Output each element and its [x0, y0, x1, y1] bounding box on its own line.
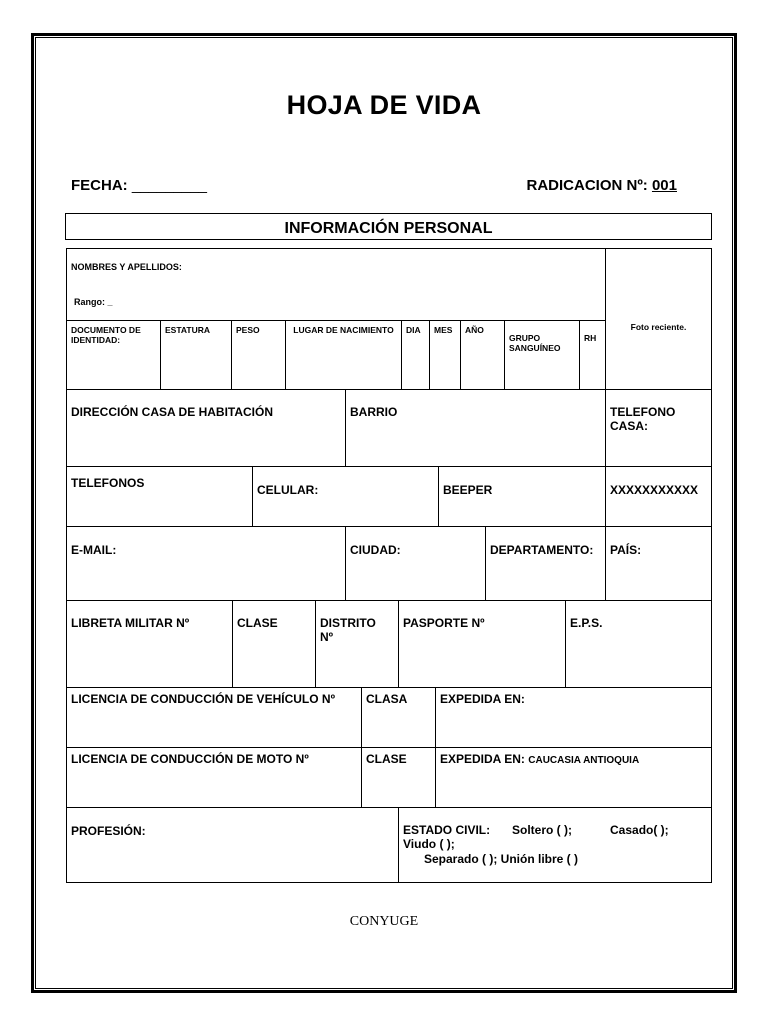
casado-option: Casado( );	[610, 823, 669, 837]
dia-cell	[401, 320, 430, 390]
clase-moto-cell	[361, 747, 436, 808]
direccion-label: DIRECCIÓN CASA DE HABITACIÓN	[71, 405, 274, 419]
clasa-label: CLASA	[366, 692, 408, 706]
distrito-cell	[315, 600, 399, 688]
separado-union-option: Separado ( ); Unión libre ( )	[424, 852, 579, 866]
fecha-field	[71, 177, 207, 194]
peso-cell	[231, 320, 286, 390]
fecha-label: FECHA:	[71, 177, 128, 194]
ciudad-cell	[345, 526, 486, 601]
conyuge-heading: CONYUGE	[349, 914, 419, 929]
radicacion-field	[526, 177, 677, 194]
rango-label: Rango: _	[74, 297, 113, 307]
libreta-militar-cell	[66, 600, 233, 688]
licencia-vehiculo-cell	[66, 687, 362, 748]
telefonos-label: TELEFONOS	[71, 476, 145, 490]
rh-cell	[579, 320, 606, 390]
placeholder-label: XXXXXXXXXXX	[610, 483, 699, 497]
expedida-vehiculo-cell	[435, 687, 712, 748]
anio-cell	[460, 320, 505, 390]
email-label: E-MAIL:	[71, 543, 117, 557]
profesion-cell	[66, 807, 399, 883]
placeholder-cell	[605, 466, 712, 527]
radicacion-number: 001	[651, 177, 677, 194]
celular-label: CELULAR:	[257, 483, 319, 497]
celular-cell	[252, 466, 439, 527]
pais-cell	[605, 526, 712, 601]
telefono-casa-label: TELEFONO CASA:	[610, 405, 676, 434]
beeper-label: BEEPER	[443, 483, 493, 497]
clase-label: CLASE	[237, 616, 278, 630]
telefono-casa-cell	[605, 389, 712, 467]
peso-label: PESO	[236, 325, 260, 335]
eps-label: E.P.S.	[570, 616, 603, 630]
expedida-moto-cell	[435, 747, 712, 808]
lugar-nacimiento-label: LUGAR DE NACIMIENTO	[293, 325, 394, 335]
section-personal-info: INFORMACIÓN PERSONAL	[65, 213, 712, 240]
telefonos-cell	[66, 466, 253, 527]
eps-cell	[565, 600, 712, 688]
licencia-vehiculo-label: LICENCIA DE CONDUCCIÓN DE VEHÍCULO Nº	[71, 692, 335, 706]
nombres-label: NOMBRES Y APELLIDOS:	[71, 262, 182, 272]
mes-cell	[429, 320, 461, 390]
grupo-sanguineo-cell	[504, 320, 580, 390]
document-title: HOJA DE VIDA	[286, 90, 482, 120]
barrio-cell	[345, 389, 606, 467]
viudo-option: Viudo ( );	[403, 837, 455, 851]
expedida-vehiculo-label: EXPEDIDA EN:	[440, 692, 525, 706]
licencia-moto-cell	[66, 747, 362, 808]
clase-moto-label: CLASE	[366, 752, 407, 766]
expedida-moto-value: CAUCASIA ANTIOQUIA	[528, 755, 640, 766]
soltero-option: Soltero ( );	[512, 823, 572, 837]
beeper-cell	[438, 466, 606, 527]
clasa-cell	[361, 687, 436, 748]
profesion-label: PROFESIÓN:	[71, 824, 146, 838]
departamento-cell	[485, 526, 606, 601]
estatura-cell	[160, 320, 232, 390]
departamento-label: DEPARTAMENTO:	[490, 543, 594, 557]
lugar-nacimiento-cell	[285, 320, 402, 390]
email-cell	[66, 526, 346, 601]
distrito-label: DISTRITO Nº	[320, 616, 376, 645]
direccion-cell	[66, 389, 346, 467]
rh-label: RH	[584, 333, 597, 343]
licencia-moto-label: LICENCIA DE CONDUCCIÓN DE MOTO Nº	[71, 752, 309, 766]
estado-civil-label: ESTADO CIVIL:	[403, 823, 491, 837]
estatura-label: ESTATURA	[165, 325, 211, 335]
ciudad-label: CIUDAD:	[350, 543, 401, 557]
barrio-label: BARRIO	[350, 405, 398, 419]
pais-label: PAÍS:	[610, 543, 642, 557]
pasaporte-cell	[398, 600, 566, 688]
radicacion-label: RADICACION Nº:	[526, 177, 648, 194]
grupo-sanguineo-label: GRUPO SANGUÍNEO	[509, 333, 561, 354]
fecha-blank: _________	[131, 177, 207, 194]
expedida-moto-label: EXPEDIDA EN:	[440, 752, 525, 766]
mes-label: MES	[434, 325, 453, 335]
pasaporte-label: PASPORTE Nº	[403, 616, 485, 630]
photo-box	[605, 248, 712, 390]
dia-label: DIA	[406, 325, 421, 335]
documento-cell	[66, 320, 161, 390]
documento-label: DOCUMENTO DE IDENTIDAD:	[71, 325, 141, 346]
anio-label: AÑO	[465, 325, 484, 335]
photo-label: Foto reciente.	[630, 322, 687, 332]
libreta-militar-label: LIBRETA MILITAR Nº	[71, 616, 190, 630]
clase-cell	[232, 600, 316, 688]
